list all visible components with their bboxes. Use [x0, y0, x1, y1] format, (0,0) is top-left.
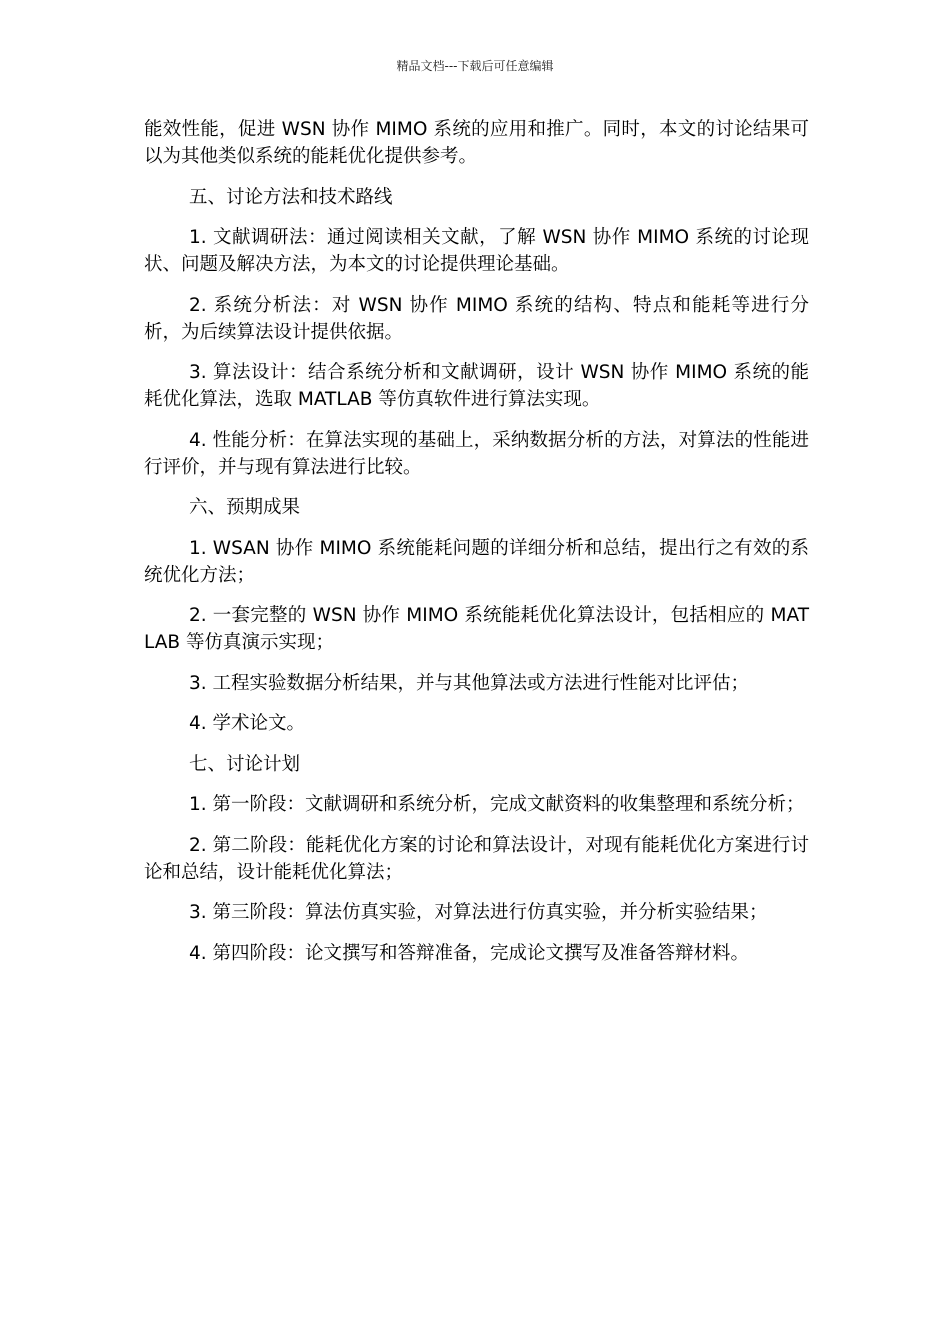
result-item-1: 1. WSAN 协作 MIMO 系统能耗问题的详细分析和总结，提出行之有效的系统优化方法；	[144, 537, 809, 586]
section-heading-expected-results: 六、预期成果	[189, 497, 301, 518]
section-heading-plan: 七、讨论计划	[189, 753, 301, 775]
method-item-3: 3. 算法设计：结合系统分析和文献调研，设计 WSN 协作 MIMO 系统的能耗优化算法，选取 MATLAB 等仿真软件进行算法实现。	[144, 362, 809, 410]
result-item-4: 4. 学术论文。	[189, 713, 306, 734]
method-item-1: 1. 文献调研法：通过阅读相关文献，了解 WSN 协作 MIMO 系统的讨论现状、问题及解决方法，为本文的讨论提供理论基础。	[144, 227, 809, 275]
method-item-2: 2. 系统分析法：对 WSN 协作 MIMO 系统的结构、特点和能耗等进行分析，为后续算法设计提供依据。	[144, 294, 809, 343]
document-body	[144, 116, 809, 980]
plan-item-1: 1. 第一阶段：文献调研和系统分析，完成文献资料的收集整理和系统分析；	[189, 794, 805, 815]
result-item-2: 2. 一套完整的 WSN 协作 MIMO 系统能耗优化算法设计，包括相应的 MATLAB 等仿真演示实现；	[144, 605, 809, 653]
method-item-4: 4. 性能分析：在算法实现的基础上，采纳数据分析的方法，对算法的性能进行评价，并与现有算法进行比较。	[144, 429, 809, 478]
plan-item-3: 3. 第三阶段：算法仿真实验，对算法进行仿真实验，并分析实验结果；	[189, 902, 768, 923]
plan-item-4: 4. 第四阶段：论文撰写和答辩准备，完成论文撰写及准备答辩材料。	[189, 942, 750, 964]
result-item-3: 3. 工程实验数据分析结果，并与其他算法或方法进行性能对比评估；	[189, 672, 750, 694]
page-header: 精品文档---下载后可任意编辑	[396, 59, 554, 73]
plan-item-2: 2. 第二阶段：能耗优化方案的讨论和算法设计，对现有能耗优化方案进行讨论和总结，设计能耗优化算法；	[144, 834, 809, 883]
section-heading-methods: 五、讨论方法和技术路线	[189, 186, 393, 208]
paragraph-intro-continuation: 能效性能，促进 WSN 协作 MIMO 系统的应用和推广。同时，本文的讨论结果可以为其他类似系统的能耗优化提供参考。	[144, 119, 809, 167]
